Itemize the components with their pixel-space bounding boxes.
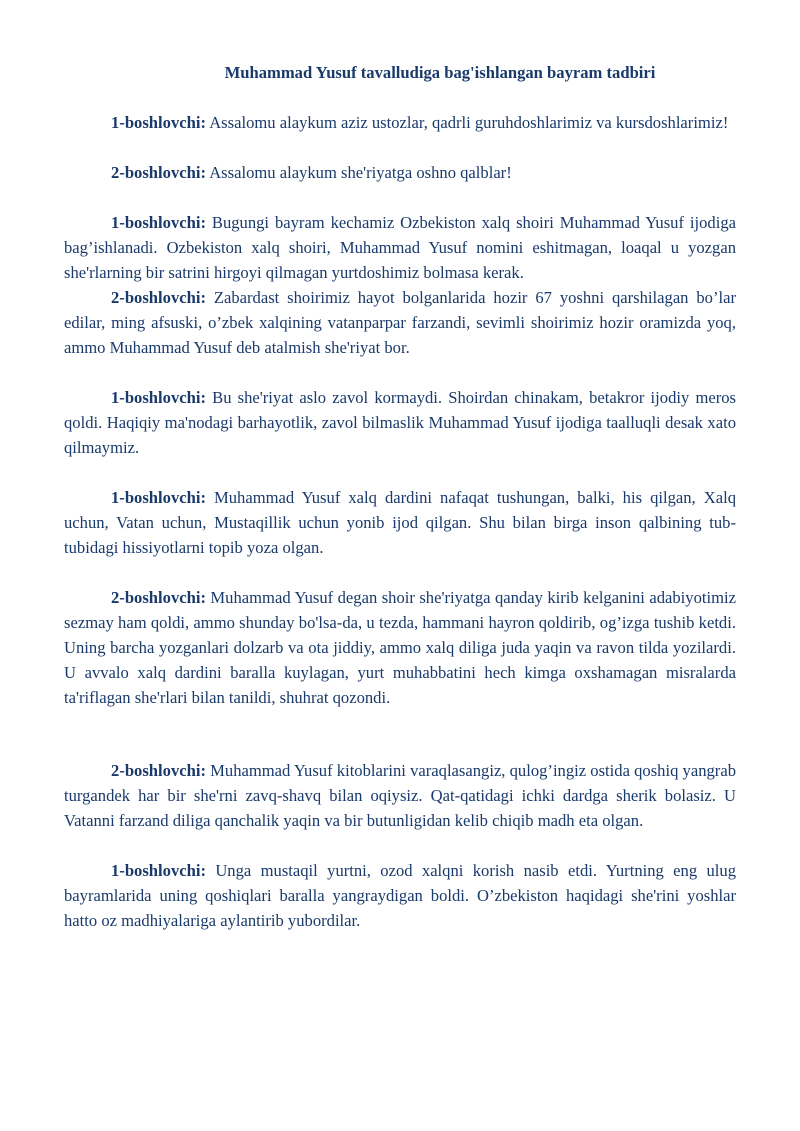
paragraph-6 xyxy=(64,485,736,560)
speaker-label: 2-boshlovchi: xyxy=(111,163,206,182)
paragraph-4 xyxy=(64,285,736,360)
paragraph-2 xyxy=(64,160,736,185)
paragraph-5 xyxy=(64,385,736,460)
paragraph-8 xyxy=(64,758,736,833)
paragraph-9 xyxy=(64,858,736,933)
paragraph-text: Unga mustaqil yurtni, ozod xalqni korish nasib etdi. Yurtning eng ulug bayramlarida uning qoshiqlari baralla yangraydigan boldi. O’zbekiston haqidagi she'rini yoshlar hatto oz madhiyalariga aylantirib yubordilar. xyxy=(64,861,736,930)
speaker-label: 2-boshlovchi: xyxy=(111,761,206,780)
speaker-label: 1-boshlovchi: xyxy=(111,213,206,232)
paragraph-text: Zabardast shoirimiz hayot bolganlarida hozir 67 yoshni qarshilagan bo’lar edilar, ming afsuski, o’zbek xalqining vatanparpar farzandi, sevimli shoirimiz hozir oramizda yoq, ammo Muhammad Yusuf deb atalmish she'riyat bor. xyxy=(64,288,736,357)
speaker-label: 1-boshlovchi: xyxy=(111,113,206,132)
speaker-label: 1-boshlovchi: xyxy=(111,388,206,407)
paragraph-3 xyxy=(64,210,736,285)
spacer xyxy=(64,833,736,858)
paragraph-text: Bugungi bayram kechamiz Ozbekiston xalq shoiri Muhammad Yusuf ijodiga bag’ishlanadi. Ozbekiston xalq shoiri, Muhammad Yusuf nomini eshitmagan, loaqal u yozgan she'rlarning bir satrini hirgoyi qilmagan yurtdoshimiz bolmasa kerak. xyxy=(64,213,736,282)
paragraph-1 xyxy=(64,110,736,135)
spacer xyxy=(64,360,736,385)
spacer xyxy=(64,710,736,758)
speaker-label: 2-boshlovchi: xyxy=(111,288,206,307)
speaker-label: 2-boshlovchi: xyxy=(111,588,206,607)
document-title: Muhammad Yusuf tavalludiga bag'ishlangan bayram tadbiri xyxy=(224,63,656,82)
paragraph-7 xyxy=(64,585,736,710)
paragraph-text: Bu she'riyat aslo zavol kormaydi. Shoirdan chinakam, betakror ijodiy meros qoldi. Haqiqiy ma'nodagi barhayotlik, zavol bilmaslik Muhammad Yusuf ijodiga taalluqli desak xato qilmaymiz. xyxy=(64,388,736,457)
paragraph-text: Muhammad Yusuf xalq dardini nafaqat tushungan, balki, his qilgan, Xalq uchun, Vatan uchun, Mustaqillik uchun yonib ijod qilgan. Shu bilan birga inson qalbining tub-tubidagi hissiyotlarni topib yoza olgan. xyxy=(64,488,736,557)
paragraph-text: Muhammad Yusuf kitoblarini varaqlasangiz, qulog’ingiz ostida qoshiq yangrab turgandek har bir she'rni zavq-shavq bilan oqiysiz. Qat-qatidagi ichki dardga sherik bolasiz. U Vatanni farzand diliga qanchalik yaqin va bir butunligidan kelib chiqib madh eta olgan. xyxy=(64,761,736,830)
spacer xyxy=(64,185,736,210)
paragraph-text: Assalomu alaykum aziz ustozlar, qadrli guruhdoshlarimiz va kursdoshlarimiz! xyxy=(205,113,729,132)
document-page xyxy=(64,60,736,933)
speaker-label: 1-boshlovchi: xyxy=(111,861,206,880)
speaker-label: 1-boshlovchi: xyxy=(111,488,206,507)
spacer xyxy=(64,460,736,485)
spacer xyxy=(64,135,736,160)
paragraph-text: Assalomu alaykum she'riyatga oshno qalblar! xyxy=(205,163,512,182)
spacer xyxy=(64,560,736,585)
paragraph-text: Muhammad Yusuf degan shoir she'riyatga qanday kirib kelganini adabiyotimiz sezmay ham qoldi, ammo shunday bo'lsa-da, u tezda, hammani hayron qoldirib, og’izga tushib ketdi. Uning barcha yozganlari dolzarb va ota jiddiy, ammo xalq diliga juda yaqin va ravon tilda yozilardi. U avvalo xalq dardini baralla kuylagan, yurt muhabbatini hech kimga oxshamagan misralarda ta'riflagan she'rlari bilan tanildi, shuhrat qozondi. xyxy=(64,588,736,707)
